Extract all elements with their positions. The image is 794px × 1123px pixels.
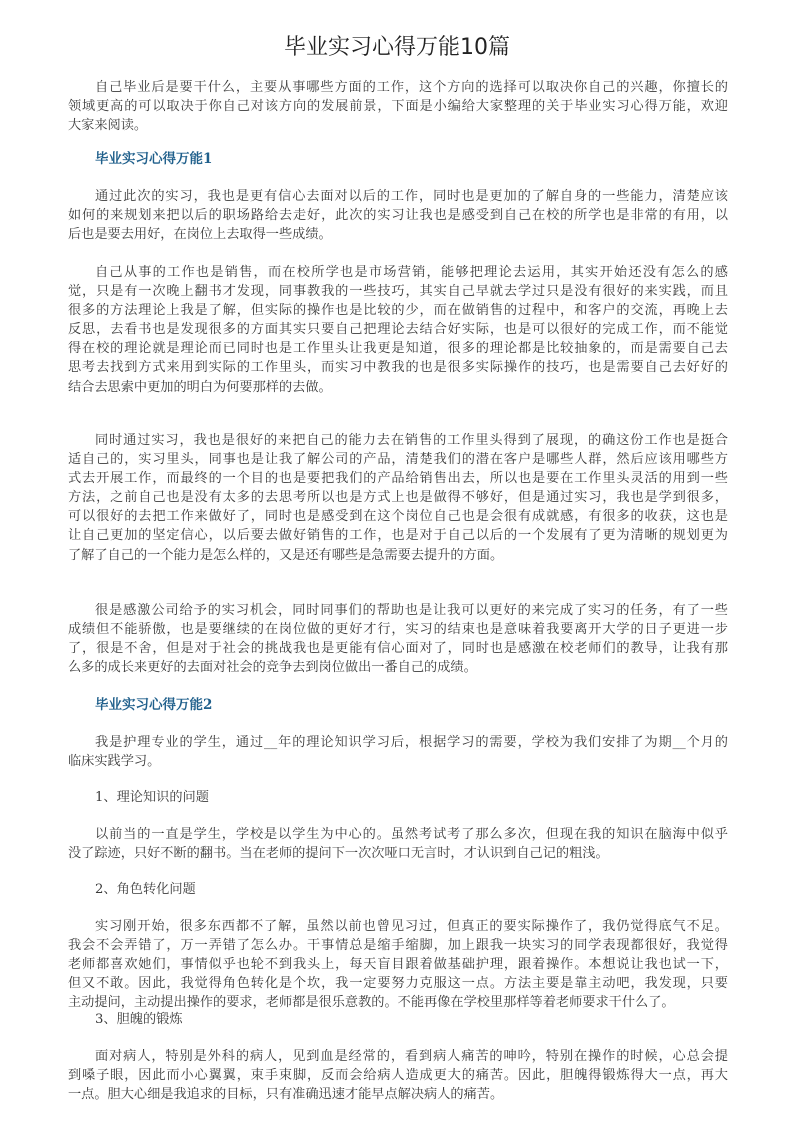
text-line: 让自己更加的坚定信心，以后要去做好销售的工作，也是对于自己以后的一个发展有了更为清晰的规划更为 — [68, 528, 728, 544]
subheading-2: 2、角色转化问题 — [95, 882, 196, 897]
text-line: 很是感激公司给予的实习机会，同时同事们的帮助也是让我可以更好的来完成了实习的任务，有了一些 — [95, 603, 728, 618]
paragraph — [68, 431, 728, 565]
paragraph — [68, 1047, 728, 1104]
text-line: 通过此次的实习，我也是更有信心去面对以后的工作，同时也是更加的了解自身的一些能力，清楚应该 — [95, 189, 728, 204]
section-heading-1: 毕业实习心得万能1 — [95, 151, 213, 167]
text-line: 思考去找到方式来用到实际的工作里头，而实习中教我的也是很多实际操作的技巧，也是需要自己去好好的 — [68, 360, 728, 376]
text-line: 式去开展工作，而最终的一个目的也是要把我们的产品给销售出去，所以也是要在工作里头灵活的用到一些 — [68, 471, 728, 487]
text-line: 成绩但不能骄傲，也是要继续的在岗位做的更好才行，实习的结束也是意味着我要离开大学的日子更进一步 — [68, 622, 728, 638]
text-line: 同时通过实习，我也是很好的来把自己的能力去在销售的工作里头得到了展现，的确这份工作也是挺合 — [95, 433, 728, 448]
text-line: 我是护理专业的学生，通过__年的理论知识学习后，根据学习的需要，学校为我们安排了为期__个月的 — [95, 735, 728, 750]
text-line: 我会不会弄错了，万一弄错了怎么办。干事情总是缩手缩脚，加上跟我一块实习的同学表现都很好，我觉得 — [68, 938, 728, 954]
text-line: 很多的方法理论上我是了解，但实际的操作也是比较的少，而在做销售的过程中，和客户的交流，再晚上去 — [68, 303, 728, 319]
text-line: 一点。胆大心细是我追求的目标，只有准确迅速才能早点解决病人的痛苦。 — [68, 1087, 504, 1103]
text-line: 结合去思索中更加的明白为何要那样的去做。 — [68, 379, 332, 395]
text-line: 得在校的理论就是理论而已同时也是工作里头让我更是知道，很多的理论都是比较抽象的，而是需要自己去 — [68, 341, 728, 357]
text-line: 如何的来规划来把以后的职场路给去走好，此次的实习让我也是感受到自己在校的所学也是非常的有用，以 — [68, 208, 728, 224]
text-line: 老师都喜欢她们，事情似乎也轮不到我头上，每天盲目跟着做基础护理，跟着操作。本想说让我也试一下， — [68, 957, 728, 973]
text-line: 领域更高的可以取决于你自己对该方向的发展前景，下面是小编给大家整理的关于毕业实习心得万能，欢迎 — [68, 99, 728, 115]
text-line: 么多的成长来更好的去面对社会的竞争去到岗位做出一番自己的成绩。 — [68, 660, 477, 676]
paragraph — [68, 263, 728, 397]
paragraph — [68, 917, 728, 1012]
paragraph — [68, 601, 728, 677]
subheading-1: 1、理论知识的问题 — [95, 790, 209, 805]
text-line: 但又不敢。因此，我觉得角色转化是个坎，我一定要努力克服这一点。方法主要是靠主动吧，我发现，只要 — [68, 976, 728, 992]
text-line: 自己毕业后是要干什么，主要从事哪些方面的工作，这个方向的选择可以取决你自己的兴趣，你擅长的 — [95, 80, 728, 95]
text-line: 主动提问，主动提出操作的要求，老师都是很乐意教的。不能再像在学校里那样等着老师要求干什么了。 — [68, 995, 675, 1011]
text-line: 后也是要去用好，在岗位上去取得一些成绩。 — [68, 227, 332, 243]
text-line: 临床实践学习。 — [68, 754, 161, 770]
text-line: 面对病人，特别是外科的病人，见到血是经常的，看到病人痛苦的呻吟，特别在操作的时候，心总会提 — [95, 1049, 728, 1064]
intro-paragraph — [68, 78, 728, 135]
text-line: 到嗓子眼，因此而小心翼翼，束手束脚，反而会给病人造成更大的痛苦。因此，胆魄得锻炼得大一点，再大 — [68, 1068, 728, 1084]
text-line: 以前当的一直是学生，学校是以学生为中心的。虽然考试考了那么多次，但现在我的知识在脑海中似乎 — [95, 827, 728, 842]
document-title: 毕业实习心得万能10篇 — [284, 35, 510, 60]
paragraph — [68, 825, 728, 863]
text-line: 觉，只是有一次晚上翻书才发现，同事教我的一些技巧，其实自己早就去学过只是没有很好的来实践，而且 — [68, 284, 728, 300]
text-line: 实习刚开始，很多东西都不了解，虽然以前也曾见习过，但真正的要实际操作了，我仍觉得底气不足。 — [95, 919, 728, 934]
text-line: 没了踪迹，只好不断的翻书。当在老师的提问下一次次哑口无言时，才认识到自己记的粗浅。 — [68, 846, 609, 862]
text-line: 反思，去看书也是发现很多的方面其实只要自己把理论去结合好实际，也是可以很好的完成工作，而不能觉 — [68, 322, 728, 338]
section-heading-2: 毕业实习心得万能2 — [95, 697, 213, 713]
paragraph — [68, 187, 728, 244]
text-line: 了解了自己的一个能力是怎么样的，又是还有哪些是急需要去提升的方面。 — [68, 547, 504, 563]
text-line: 自己从事的工作也是销售，而在校所学也是市场营销，能够把理论去运用，其实开始还没有怎么的感 — [95, 265, 728, 280]
text-line: 适自己的，实习里头，同事也是让我了解公司的产品，清楚我们的潜在客户是哪些人群，然后应该用哪些方 — [68, 452, 728, 468]
text-line: 了，很是不舍，但是对于社会的挑战我也是更能有信心面对了，同时也是感激在校老师们的教导，让我有那 — [68, 641, 728, 657]
text-line: 可以很好的去把工作来做好了，同时也是感受到在这个岗位自己也是会很有成就感，有很多的收获，这也是 — [68, 509, 728, 525]
text-line: 方法，之前自己也是没有太多的去思考所以也是方式上也是做得不够好，但是通过实习，我也是学到很多， — [68, 490, 728, 506]
paragraph — [68, 733, 728, 771]
text-line: 大家来阅读。 — [68, 118, 148, 134]
subheading-3: 3、胆魄的锻炼 — [95, 1012, 183, 1027]
